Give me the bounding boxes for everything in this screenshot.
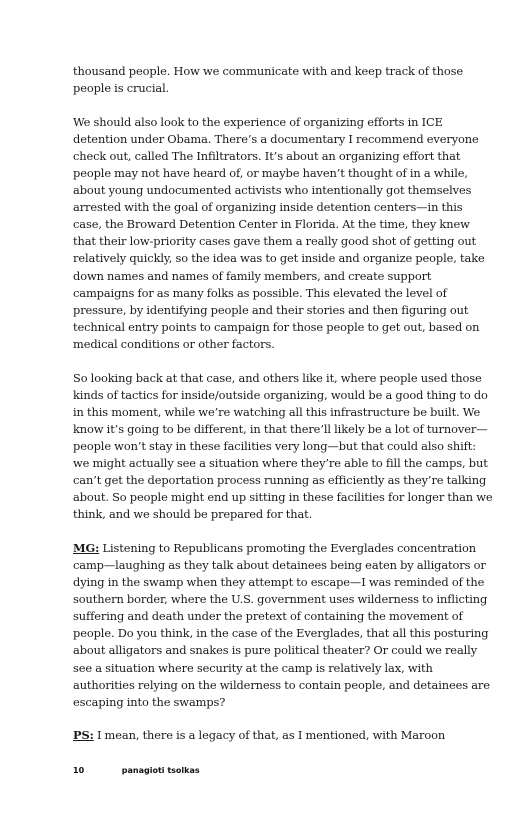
document-body [73, 63, 493, 761]
speaker-label: PS: [73, 728, 94, 743]
paragraph-text: I mean, there is a legacy of that, as I mentioned, with Maroon [96, 728, 446, 743]
paragraph-text: thousand people. How we communicate with and keep track of those people is crucial. [73, 64, 463, 96]
paragraph-text: We should also look to the experience of organizing efforts in ICE detention under Obama. There’s a documentary I recommend everyone check out, called The Infiltrators. It’s about an organizing effort that people may not have heard of, or maybe haven’t thought of in a while, about young undocumented activists who intentionally got themselves arrested with the goal of organizing inside detention centers—in this case, the Broward Detention Center in Florida. At the time, they knew that their low-priority cases gave them a really good shot of getting out relatively quickly, so the idea was to get inside and organize people, take down names and names of family members, and create support campaigns for as many folks as possible. This elevated the level of pressure, by identifying people and their stories and then figuring out technical entry points to campaign for those people to get out, based on medical conditions or other factors. [73, 114, 485, 351]
paragraph [73, 114, 493, 353]
paragraph-text: So looking back at that case, and others like it, where people used those kinds of tactics for inside/outside organizing, would be a good thing to do in this moment, while we’re watching all this infrastructure be built. We know it’s going to be different, in that there’ll likely be a lot of turnover—people won’t stay in these facilities very long—but that could also shift: we might actually see a situation where they’re able to fill the camps, but can’t get the deportation process running as efficiently as they’re talking about. So people might end up sitting in these facilities for longer than we think, and we should be prepared for that. [73, 370, 493, 522]
paragraph [73, 540, 493, 711]
paragraph [73, 63, 493, 97]
paragraph [73, 370, 493, 524]
speaker-label: MG: [73, 540, 100, 555]
running-author: panagioti tsolkas [121, 766, 200, 775]
paragraph [73, 727, 493, 744]
page-number: 10 [73, 766, 85, 775]
page-footer [73, 766, 200, 775]
paragraph-text: Listening to Republicans promoting the Everglades concentration camp—laughing as they talk about detainees being eaten by alligators or dying in the swamp when they attempt to escape—I was reminded of the southern border, where the U.S. government uses wilderness to inflicting suffering and death under the pretext of containing the movement of people. Do you think, in the case of the Everglades, that all this posturing about alligators and snakes is pure political theater? Or could we really see a situation where security at the camp is relatively lax, with authorities relying on the wilderness to contain people, and detainees are escaping into the swamps? [73, 540, 490, 709]
